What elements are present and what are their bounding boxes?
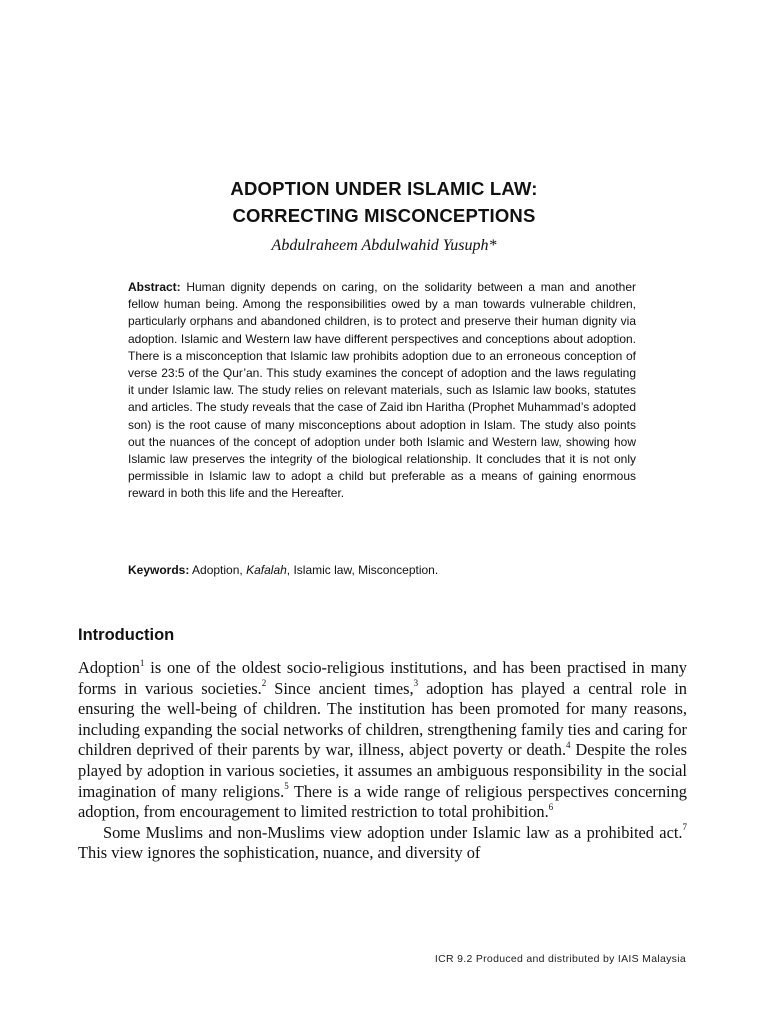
footnote-ref-2[interactable]: 2	[261, 678, 267, 689]
abstract	[128, 279, 636, 503]
section-heading-introduction: Introduction	[78, 626, 175, 644]
paragraph-2-text: Some Muslims and non-Muslims view adoption under Islamic law as a prohibited act.	[103, 822, 683, 842]
footnote-ref-6[interactable]: 6	[548, 801, 554, 812]
article-title	[0, 175, 768, 229]
article-title-line-2: CORRECTING MISCONCEPTIONS	[232, 205, 536, 226]
keywords	[128, 562, 636, 579]
paragraph-1-text: Adoption	[78, 658, 140, 677]
body-text	[78, 658, 687, 864]
footnote-ref-1[interactable]: 1	[139, 657, 145, 668]
abstract-text: Human dignity depends on caring, on the solidarity between a man and another fellow human being. Among the responsibilities owed by a man towards vulnerable children, particularly orphans and abandoned children, is to protect and preserve their human dignity via adoption. Islamic and Western law have different perspectives and conceptions about adoption. There is a misconception that Islamic law prohibits adoption due to an erroneous conception of verse 23:5 of the Qur’an. This study examines the concept of adoption and the laws regulating it under Islamic law. The study relies on relevant materials, such as Islamic law books, statutes and articles. The study reveals that the case of Zaid ibn Haritha (Prophet Muhammad’s adopted son) is the root cause of many misconceptions about adoption in Islam. The study also points out the nuances of the concept of adoption under both Islamic and Western law, showing how Islamic law preserves the integrity of the biological relationship. It concludes that it is not only permissible in Islamic law to adopt a child but preferable as a means of gaining enormous reward in both this life and the Hereafter.	[128, 280, 636, 501]
paragraph-1-text: Despite the roles played by adoption in various societies, it assumes an ambiguous responsibility in the social imagination of many religions.	[78, 740, 687, 801]
keyword-kafalah: Kafalah	[246, 563, 287, 577]
keywords-rest: , Islamic law, Misconception.	[286, 563, 439, 577]
paragraph-1-text: There is a wide range of religious perspectives concerning adoption, from encouragement to limited restriction to total prohibition.	[78, 781, 687, 822]
author-name: Abdulraheem Abdulwahid Yusuph*	[271, 237, 497, 254]
paragraph-2	[78, 823, 687, 864]
paragraph-1-text: adoption has played a central role in ensuring the well-being of children. The institution has been promoted for many reasons, including expanding the social networks of children, strengthening family ties and caring for children deprived of their parents by war, illness, abject poverty or death.	[78, 678, 687, 760]
footnote-ref-5[interactable]: 5	[284, 781, 289, 792]
footnote-ref-7[interactable]: 7	[682, 822, 687, 833]
page-footer: ICR 9.2 Produced and distributed by IAIS Malaysia	[434, 953, 686, 965]
paragraph-1-text: is one of the oldest socio-religious institutions, and has been practised in many forms in various societies.	[78, 658, 687, 698]
article-title-line-1: ADOPTION UNDER ISLAMIC LAW:	[230, 178, 538, 199]
keywords-label: Keywords:	[128, 563, 190, 577]
abstract-label: Abstract:	[128, 280, 181, 294]
paragraph-1	[78, 658, 687, 823]
paragraph-1-text: Since ancient times,	[266, 678, 414, 698]
footnote-ref-4[interactable]: 4	[566, 739, 571, 750]
paragraph-2-text: This view ignores the sophistication, nuance, and diversity of	[78, 843, 481, 863]
keyword-adoption: Adoption,	[192, 563, 243, 577]
footnote-ref-3[interactable]: 3	[413, 678, 419, 689]
